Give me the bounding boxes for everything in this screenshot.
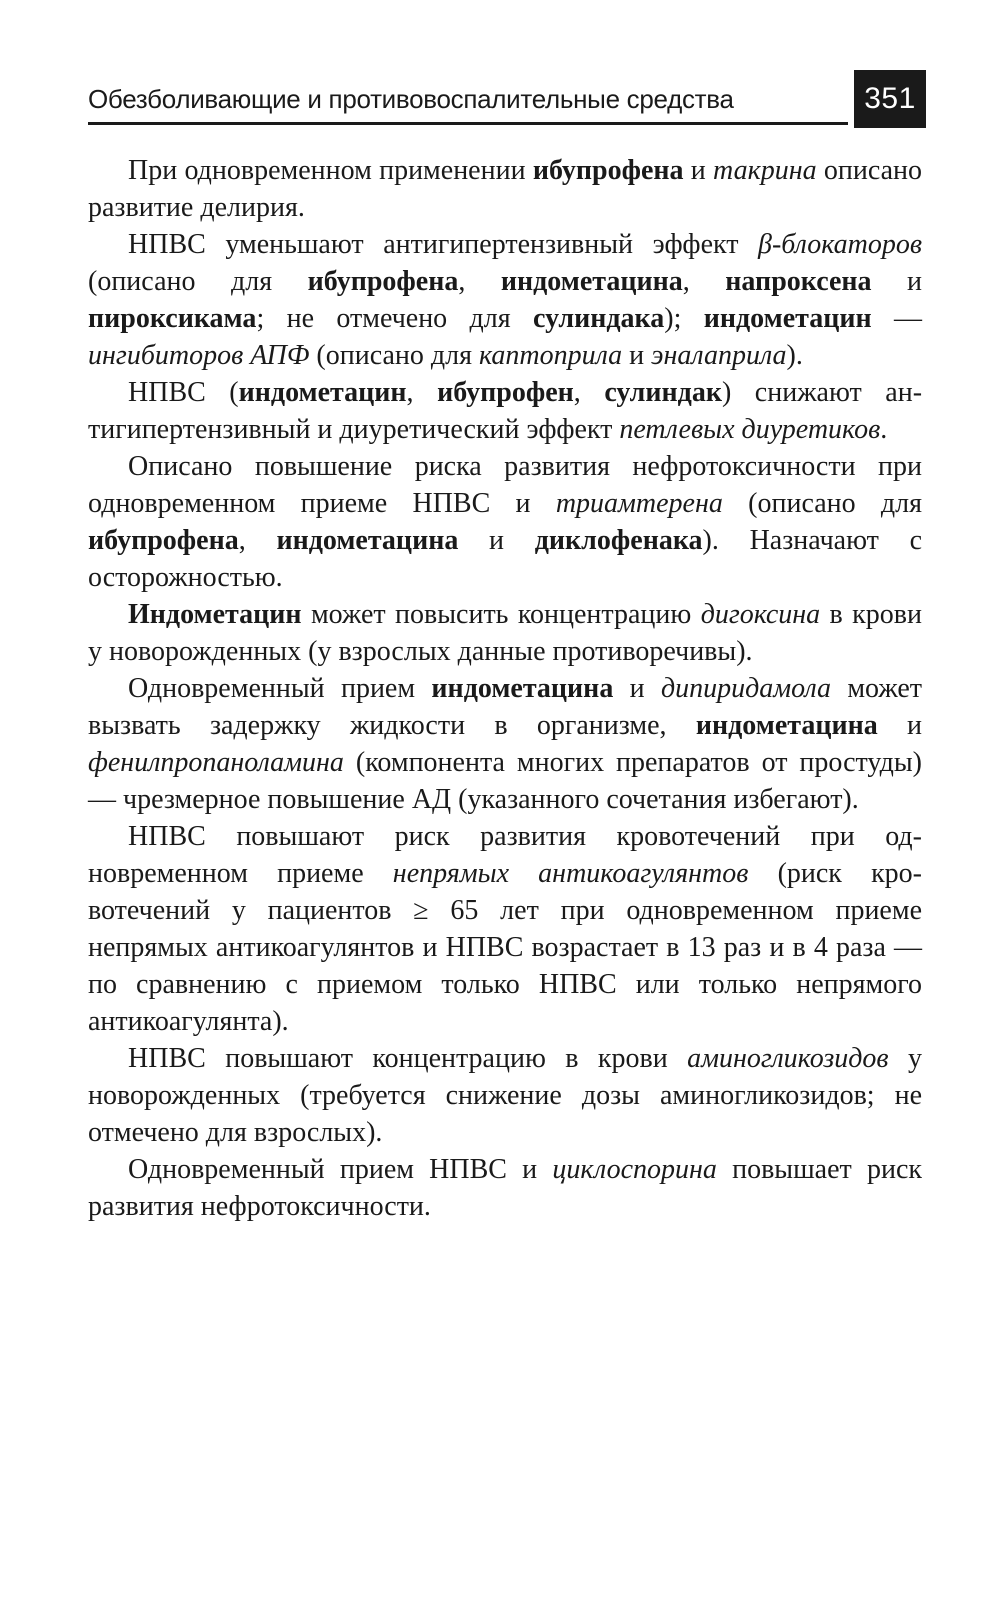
text-run: и <box>683 155 714 186</box>
bold-term: ибупрофена <box>307 266 459 297</box>
paragraph <box>88 670 922 818</box>
text-run: При одновременном применении <box>128 155 533 186</box>
paragraph <box>88 596 922 670</box>
text-run: может вызвать задержку жидкости в организме, <box>88 673 923 741</box>
text-run: . <box>880 414 888 445</box>
text-run: ); <box>664 303 704 334</box>
italic-term: аминогликозидов <box>687 1043 889 1074</box>
italic-term: такрина <box>713 155 817 186</box>
bold-term: индометацина <box>431 673 614 704</box>
italic-term: ингибиторов АПФ <box>88 340 310 371</box>
bold-term: индометацина <box>500 266 683 297</box>
paragraph <box>88 1040 922 1151</box>
text-run: повышает риск развития нефротоксичности. <box>88 1154 922 1222</box>
text-run: , <box>406 377 438 408</box>
text-run: и <box>877 710 923 741</box>
bold-term: сулиндак <box>604 377 722 408</box>
italic-term: дипиридамола <box>660 673 832 704</box>
paragraph <box>88 1151 922 1225</box>
text-run: , <box>573 377 605 408</box>
bold-term: Индометацин <box>128 599 302 630</box>
bold-term: индометацин <box>238 377 407 408</box>
italic-term: фенилпропаноламина <box>88 747 344 778</box>
italic-term: β-блокаторов <box>758 229 922 260</box>
paragraph <box>88 448 922 596</box>
bold-term: сулиндака <box>533 303 665 334</box>
text-run: и <box>613 673 661 704</box>
text-run: ). Назначают с осторожностью. <box>88 525 923 593</box>
paragraph <box>88 226 922 374</box>
text-run: у новорожденных (требуется снижение дозы аминогликозидов; не отмечено для взрослых). <box>88 1043 922 1148</box>
text-run: и <box>622 340 652 371</box>
italic-term: эналаприла <box>651 340 787 371</box>
text-run: НПВС повышают концентрацию в крови <box>128 1043 688 1074</box>
text-run: , <box>238 525 277 556</box>
italic-term: триамтерена <box>555 488 723 519</box>
text-run: ; не отмечено для <box>256 303 534 334</box>
bold-term: индометацин <box>703 303 872 334</box>
text-run: описано развитие делирия. <box>88 155 923 223</box>
body-text <box>88 152 922 1225</box>
text-run: НПВС ( <box>128 377 239 408</box>
text-run: (описано для <box>309 340 479 371</box>
header-rule <box>88 122 848 125</box>
text-run: Одновременный прием НПВС и <box>128 1154 553 1185</box>
text-run: и <box>871 266 923 297</box>
bold-term: ибупрофена <box>532 155 684 186</box>
paragraph <box>88 152 922 226</box>
text-run: и <box>458 525 535 556</box>
text-run: , <box>682 266 726 297</box>
header-title: Обезболивающие и противовоспалительные средства <box>88 84 734 114</box>
text-run: НПВС повышают риск развития кровотечений при одновременном приеме <box>88 821 922 889</box>
bold-term: напроксена <box>725 266 872 297</box>
text-run: (риск кровотечений у пациентов ≥ 65 лет при одновременном приеме непрямых антикоагулянтов и НПВС возрастает в 13 раз и в 4 раза — по сравнению с приемом только НПВС или только непрямого антикоагулянта). <box>88 858 922 1037</box>
bold-term: индометацина <box>695 710 878 741</box>
text-run: (компонента многих препаратов от простуды) — чрезмерное повышение АД (указанного сочетания избегают). <box>88 747 922 815</box>
text-run: в крови у новорожденных (у взрослых данные противоречивы). <box>88 599 922 667</box>
text-run: НПВС уменьшают антигипертензивный эффект <box>128 229 759 260</box>
italic-term: циклоспорина <box>552 1154 717 1185</box>
page-number: 351 <box>854 70 926 128</box>
text-run: , <box>458 266 501 297</box>
bold-term: диклофенака <box>534 525 703 556</box>
paragraph <box>88 818 922 1040</box>
paragraph <box>88 374 922 448</box>
running-header <box>88 70 926 130</box>
bold-term: индометацина <box>276 525 459 556</box>
text-run: может повысить концентрацию <box>301 599 701 630</box>
bold-term: ибупрофен <box>437 377 574 408</box>
text-run: Одновременный прием <box>128 673 432 704</box>
italic-term: каптоприла <box>479 340 623 371</box>
text-run: (описано для <box>88 266 308 297</box>
text-run: ). <box>786 340 803 371</box>
bold-term: ибупрофена <box>88 525 239 556</box>
text-run: — <box>871 303 922 334</box>
text-run: (описано для <box>722 488 922 519</box>
italic-term: непрямых антикоагулянтов <box>392 858 749 889</box>
text-run: Описано повышение риска развития нефротоксичности при одновременном приеме НПВС и <box>88 451 922 519</box>
italic-term: дигоксина <box>700 599 821 630</box>
text-run: ) снижают антигипертензивный и диуретический эффект <box>88 377 923 445</box>
italic-term: петлевых диуретиков <box>619 414 881 445</box>
bold-term: пироксикама <box>88 303 257 334</box>
